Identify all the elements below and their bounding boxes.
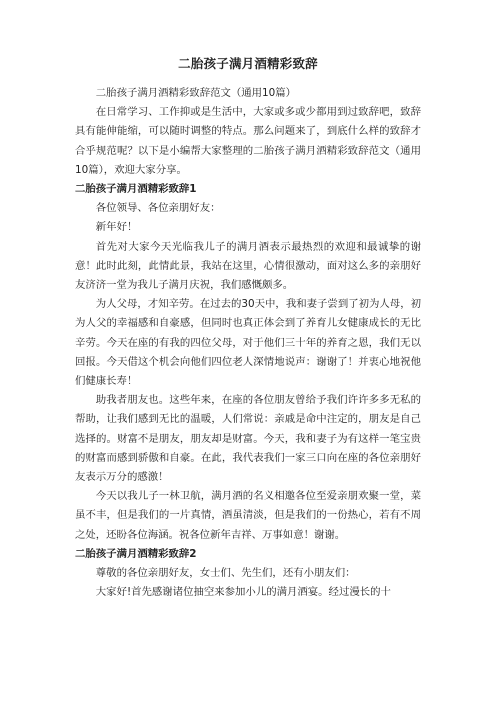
paragraph: 在日常学习、工作抑或是生活中，大家或多或少都用到过致辞吧，致辞具有能伸能缩，可以随时调整的特点。那么问题来了，到底什么样的致辞才合乎规范呢？以下是小编帮大家整理的二胎孩子满月酒精彩致辞范文（通用10篇），欢迎大家分享。 — [75, 106, 421, 176]
paragraph: 助我者朋友也。这些年来，在座的各位朋友曾给予我们许许多多无私的帮助，让我们感到无比的温暖，人们常说：亲戚是命中注定的，朋友是自己选择的。财富不是朋友，朋友却是财富。今天，我和妻子为有这样一笔宝贵的财富而感到骄傲和自豪。在此，我代表我们一家三口向在座的各位亲朋好友表示万分的感激！ — [75, 394, 421, 484]
paragraph: 为人父母，才知辛劳。在过去的30天中，我和妻子尝到了初为人母，初为人父的幸福感和自豪感，但同时也真正体会到了养育儿女健康成长的无比辛劳。今天在座的有我的四位父母，对于他们三十年的养育之恩，我们无以回报。今天借这个机会向他们四位老人深情地说声：谢谢了！并衷心地祝他们健康长寿！ — [75, 298, 421, 388]
document-page — [75, 56, 421, 602]
paragraph: 各位领导、各位亲朋好友： — [95, 202, 221, 215]
paragraph: 大家好!首先感谢诸位抽空来参加小儿的满月酒宴。经过漫长的十 — [95, 586, 391, 599]
paragraph: 今天以我儿子一林卫航，满月酒的名义相邀各位至爱亲朋欢聚一堂，菜虽不丰，但是我们的一片真情，酒虽清淡，但是我们的一份热心，若有不周之处，还盼各位海涵。祝各位新年吉祥、万事如意！谢谢。 — [75, 490, 421, 541]
document-body — [75, 84, 421, 602]
document-title: 二胎孩子满月酒精彩致辞 — [178, 56, 318, 71]
paragraph: 二胎孩子满月酒精彩致辞范文（通用10篇） — [95, 87, 297, 99]
paragraph: 新年好！ — [95, 221, 138, 234]
paragraph: 尊敬的各位亲朋好友，女士们、先生们，还有小朋友们： — [95, 567, 356, 580]
section-heading: 二胎孩子满月酒精彩致辞2 — [75, 547, 197, 560]
paragraph: 首先对大家今天光临我儿子的满月酒表示最热烈的欢迎和最诚挚的谢意！此时此刻，此情此景，我站在这里，心情很激动，面对这么多的亲朋好友济济一堂为我儿子满月庆祝，我们感慨颇多。 — [75, 240, 421, 292]
section-heading: 二胎孩子满月酒精彩致辞1 — [75, 183, 197, 196]
